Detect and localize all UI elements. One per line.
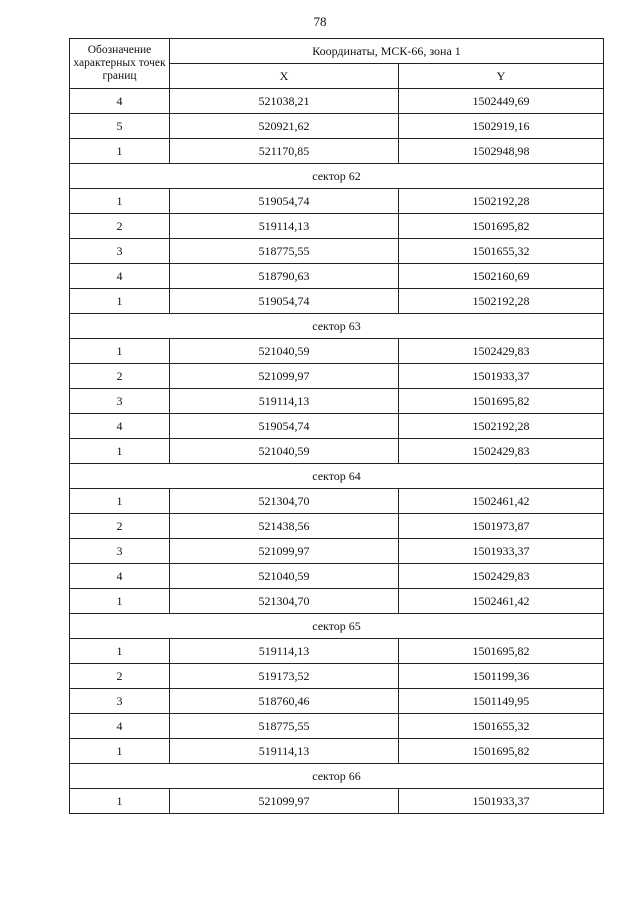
sector-label: сектор 66 bbox=[70, 764, 604, 789]
y-coordinate-cell: 1502429,83 bbox=[399, 439, 604, 464]
x-coordinate-cell: 519114,13 bbox=[170, 639, 399, 664]
point-number-cell: 4 bbox=[70, 714, 170, 739]
table-row bbox=[70, 239, 604, 264]
point-number-cell: 5 bbox=[70, 114, 170, 139]
point-number-cell: 3 bbox=[70, 239, 170, 264]
points-column-header: Обозначение характерных точек границ bbox=[70, 39, 170, 89]
x-coordinate-cell: 518790,63 bbox=[170, 264, 399, 289]
sector-row bbox=[70, 314, 604, 339]
point-number-cell: 1 bbox=[70, 489, 170, 514]
x-coordinate-cell: 521099,97 bbox=[170, 364, 399, 389]
x-coordinate-cell: 519114,13 bbox=[170, 214, 399, 239]
table-row bbox=[70, 564, 604, 589]
x-coordinate-cell: 519114,13 bbox=[170, 389, 399, 414]
y-coordinate-cell: 1502919,16 bbox=[399, 114, 604, 139]
page-number: 78 bbox=[313, 14, 327, 29]
point-number-cell: 1 bbox=[70, 789, 170, 814]
point-number-cell: 4 bbox=[70, 414, 170, 439]
sector-row bbox=[70, 614, 604, 639]
table-row bbox=[70, 639, 604, 664]
x-coordinate-cell: 520921,62 bbox=[170, 114, 399, 139]
x-coordinate-cell: 518775,55 bbox=[170, 714, 399, 739]
table-row bbox=[70, 414, 604, 439]
y-coordinate-cell: 1501933,37 bbox=[399, 539, 604, 564]
sector-row bbox=[70, 164, 604, 189]
x-coordinate-cell: 518760,46 bbox=[170, 689, 399, 714]
y-coordinate-cell: 1501655,32 bbox=[399, 714, 604, 739]
table-row bbox=[70, 214, 604, 239]
y-coordinate-cell: 1502160,69 bbox=[399, 264, 604, 289]
y-coordinate-cell: 1502429,83 bbox=[399, 339, 604, 364]
table-row bbox=[70, 664, 604, 689]
sector-row bbox=[70, 464, 604, 489]
point-number-cell: 2 bbox=[70, 664, 170, 689]
table-row bbox=[70, 714, 604, 739]
y-coordinate-cell: 1501973,87 bbox=[399, 514, 604, 539]
x-coordinate-cell: 521099,97 bbox=[170, 539, 399, 564]
table-header-row bbox=[70, 39, 604, 64]
y-coordinate-cell: 1501149,95 bbox=[399, 689, 604, 714]
x-coordinate-cell: 521040,59 bbox=[170, 339, 399, 364]
point-number-cell: 3 bbox=[70, 689, 170, 714]
x-coordinate-cell: 519054,74 bbox=[170, 189, 399, 214]
point-number-cell: 1 bbox=[70, 739, 170, 764]
table-row bbox=[70, 514, 604, 539]
table-body bbox=[70, 89, 604, 814]
table-row bbox=[70, 439, 604, 464]
sector-label: сектор 65 bbox=[70, 614, 604, 639]
point-number-cell: 1 bbox=[70, 339, 170, 364]
x-coordinate-cell: 521438,56 bbox=[170, 514, 399, 539]
y-coordinate-cell: 1501695,82 bbox=[399, 739, 604, 764]
x-coordinate-cell: 521170,85 bbox=[170, 139, 399, 164]
table-row bbox=[70, 689, 604, 714]
point-number-cell: 3 bbox=[70, 389, 170, 414]
point-number-cell: 4 bbox=[70, 89, 170, 114]
point-number-cell: 2 bbox=[70, 364, 170, 389]
y-coordinate-cell: 1501695,82 bbox=[399, 639, 604, 664]
table-row bbox=[70, 589, 604, 614]
y-coordinate-cell: 1502461,42 bbox=[399, 489, 604, 514]
y-coordinate-cell: 1502449,69 bbox=[399, 89, 604, 114]
coordinates-table bbox=[69, 38, 604, 814]
point-number-cell: 2 bbox=[70, 514, 170, 539]
y-coordinate-cell: 1501933,37 bbox=[399, 789, 604, 814]
table-row bbox=[70, 489, 604, 514]
table-row bbox=[70, 789, 604, 814]
table-row bbox=[70, 289, 604, 314]
y-coordinate-cell: 1502461,42 bbox=[399, 589, 604, 614]
x-coordinate-cell: 519054,74 bbox=[170, 414, 399, 439]
y-coordinate-cell: 1502429,83 bbox=[399, 564, 604, 589]
table-row bbox=[70, 364, 604, 389]
x-coordinate-cell: 521040,59 bbox=[170, 439, 399, 464]
table-row bbox=[70, 139, 604, 164]
point-number-cell: 1 bbox=[70, 189, 170, 214]
x-coordinate-cell: 521038,21 bbox=[170, 89, 399, 114]
x-coordinate-cell: 521304,70 bbox=[170, 489, 399, 514]
x-coordinate-cell: 521099,97 bbox=[170, 789, 399, 814]
point-number-cell: 4 bbox=[70, 564, 170, 589]
x-coordinate-cell: 519173,52 bbox=[170, 664, 399, 689]
table-row bbox=[70, 114, 604, 139]
x-coordinate-cell: 518775,55 bbox=[170, 239, 399, 264]
y-coordinate-cell: 1502948,98 bbox=[399, 139, 604, 164]
table-row bbox=[70, 189, 604, 214]
table-row bbox=[70, 89, 604, 114]
table-row bbox=[70, 539, 604, 564]
x-coordinate-cell: 519114,13 bbox=[170, 739, 399, 764]
x-coordinate-cell: 521304,70 bbox=[170, 589, 399, 614]
y-coordinate-cell: 1501933,37 bbox=[399, 364, 604, 389]
y-column-header: Y bbox=[399, 64, 604, 89]
point-number-cell: 2 bbox=[70, 214, 170, 239]
point-number-cell: 1 bbox=[70, 439, 170, 464]
coordinates-title-header: Координаты, МСК-66, зона 1 bbox=[170, 39, 604, 64]
y-coordinate-cell: 1502192,28 bbox=[399, 189, 604, 214]
y-coordinate-cell: 1501695,82 bbox=[399, 214, 604, 239]
x-coordinate-cell: 521040,59 bbox=[170, 564, 399, 589]
x-coordinate-cell: 519054,74 bbox=[170, 289, 399, 314]
sector-label: сектор 64 bbox=[70, 464, 604, 489]
point-number-cell: 1 bbox=[70, 289, 170, 314]
y-coordinate-cell: 1501199,36 bbox=[399, 664, 604, 689]
y-coordinate-cell: 1502192,28 bbox=[399, 289, 604, 314]
point-number-cell: 1 bbox=[70, 589, 170, 614]
sector-label: сектор 62 bbox=[70, 164, 604, 189]
table-row bbox=[70, 739, 604, 764]
sector-row bbox=[70, 764, 604, 789]
point-number-cell: 4 bbox=[70, 264, 170, 289]
point-number-cell: 1 bbox=[70, 139, 170, 164]
sector-label: сектор 63 bbox=[70, 314, 604, 339]
point-number-cell: 1 bbox=[70, 639, 170, 664]
table-row bbox=[70, 389, 604, 414]
y-coordinate-cell: 1501695,82 bbox=[399, 389, 604, 414]
point-number-cell: 3 bbox=[70, 539, 170, 564]
y-coordinate-cell: 1501655,32 bbox=[399, 239, 604, 264]
table-row bbox=[70, 264, 604, 289]
y-coordinate-cell: 1502192,28 bbox=[399, 414, 604, 439]
x-column-header: X bbox=[170, 64, 399, 89]
table-row bbox=[70, 339, 604, 364]
